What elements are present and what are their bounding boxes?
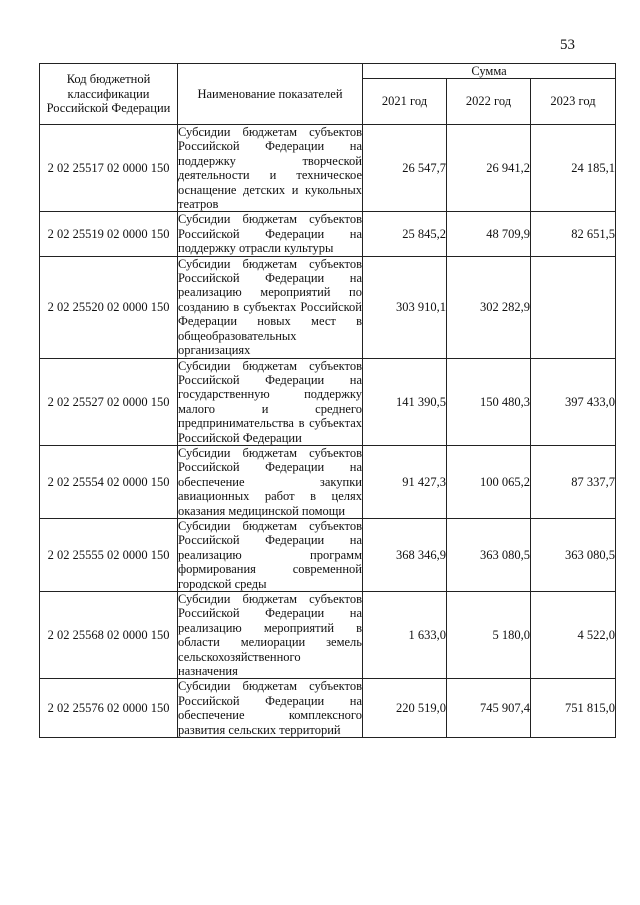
row-code: 2 02 25555 02 0000 150 <box>40 518 178 591</box>
row-value-2022: 5 180,0 <box>447 592 531 679</box>
header-sum: Сумма <box>363 64 616 79</box>
row-value-2021: 141 390,5 <box>363 358 447 445</box>
row-name: Субсидии бюджетам субъектов Российской Федерации на государственную поддержку малого и среднего предпринимательства в субъектах Российской Федерации <box>178 358 362 445</box>
row-value-2023: 751 815,0 <box>531 679 616 738</box>
row-code: 2 02 25554 02 0000 150 <box>40 445 178 518</box>
budget-table <box>39 63 616 738</box>
row-name: Субсидии бюджетам субъектов Российской Федерации на реализацию программ формирования современной городской среды <box>178 518 362 591</box>
row-name: Субсидии бюджетам субъектов Российской Федерации на обеспечение комплексного развития сельских территорий <box>178 679 362 737</box>
header-year-2023: 2023 год <box>531 79 616 125</box>
row-code: 2 02 25527 02 0000 150 <box>40 358 178 445</box>
row-value-2021: 368 346,9 <box>363 518 447 591</box>
table-row <box>40 358 616 445</box>
row-value-2022: 100 065,2 <box>447 445 531 518</box>
row-value-2023: 4 522,0 <box>531 592 616 679</box>
row-value-2022: 745 907,4 <box>447 679 531 738</box>
row-value-2022: 302 282,9 <box>447 256 531 358</box>
row-name: Субсидии бюджетам субъектов Российской Федерации на обеспечение закупки авиационных работ в целях оказания медицинской помощи <box>178 445 362 518</box>
row-value-2022: 26 941,2 <box>447 125 531 212</box>
table-row <box>40 592 616 679</box>
row-code: 2 02 25519 02 0000 150 <box>40 212 178 256</box>
row-name: Субсидии бюджетам субъектов Российской Федерации на реализацию мероприятий в области мелиорации земель сельскохозяйственного назначения <box>178 592 362 679</box>
row-value-2021: 25 845,2 <box>363 212 447 256</box>
row-name: Субсидии бюджетам субъектов Российской Федерации на поддержку отрасли культуры <box>178 212 362 256</box>
row-code: 2 02 25520 02 0000 150 <box>40 256 178 358</box>
header-code: Код бюджетной классификации Российской Федерации <box>40 64 178 125</box>
row-value-2023: 24 185,1 <box>531 125 616 212</box>
row-value-2023: 82 651,5 <box>531 212 616 256</box>
table-row <box>40 445 616 518</box>
row-value-2022: 150 480,3 <box>447 358 531 445</box>
row-value-2021: 91 427,3 <box>363 445 447 518</box>
row-value-2023: 363 080,5 <box>531 518 616 591</box>
table-row <box>40 518 616 591</box>
row-value-2022: 363 080,5 <box>447 518 531 591</box>
table-row <box>40 679 616 738</box>
row-value-2023: 87 337,7 <box>531 445 616 518</box>
header-year-2022: 2022 год <box>447 79 531 125</box>
row-value-2021: 1 633,0 <box>363 592 447 679</box>
row-value-2023: 397 433,0 <box>531 358 616 445</box>
header-year-2021: 2021 год <box>363 79 447 125</box>
header-name: Наименование показателей <box>178 64 363 125</box>
table-row <box>40 256 616 358</box>
row-name: Субсидии бюджетам субъектов Российской Федерации на реализацию мероприятий по созданию в субъектах Российской Федерации новых мест в общеобразовательных организациях <box>178 256 362 358</box>
row-code: 2 02 25517 02 0000 150 <box>40 125 178 212</box>
row-value-2023 <box>531 256 616 358</box>
page-number: 53 <box>560 37 575 53</box>
table-row <box>40 212 616 256</box>
row-value-2021: 26 547,7 <box>363 125 447 212</box>
row-value-2022: 48 709,9 <box>447 212 531 256</box>
row-value-2021: 220 519,0 <box>363 679 447 738</box>
row-code: 2 02 25568 02 0000 150 <box>40 592 178 679</box>
row-code: 2 02 25576 02 0000 150 <box>40 679 178 738</box>
row-value-2021: 303 910,1 <box>363 256 447 358</box>
row-name: Субсидии бюджетам субъектов Российской Федерации на поддержку творческой деятельности и техническое оснащение детских и кукольных театров <box>178 125 362 212</box>
table-row <box>40 125 616 212</box>
